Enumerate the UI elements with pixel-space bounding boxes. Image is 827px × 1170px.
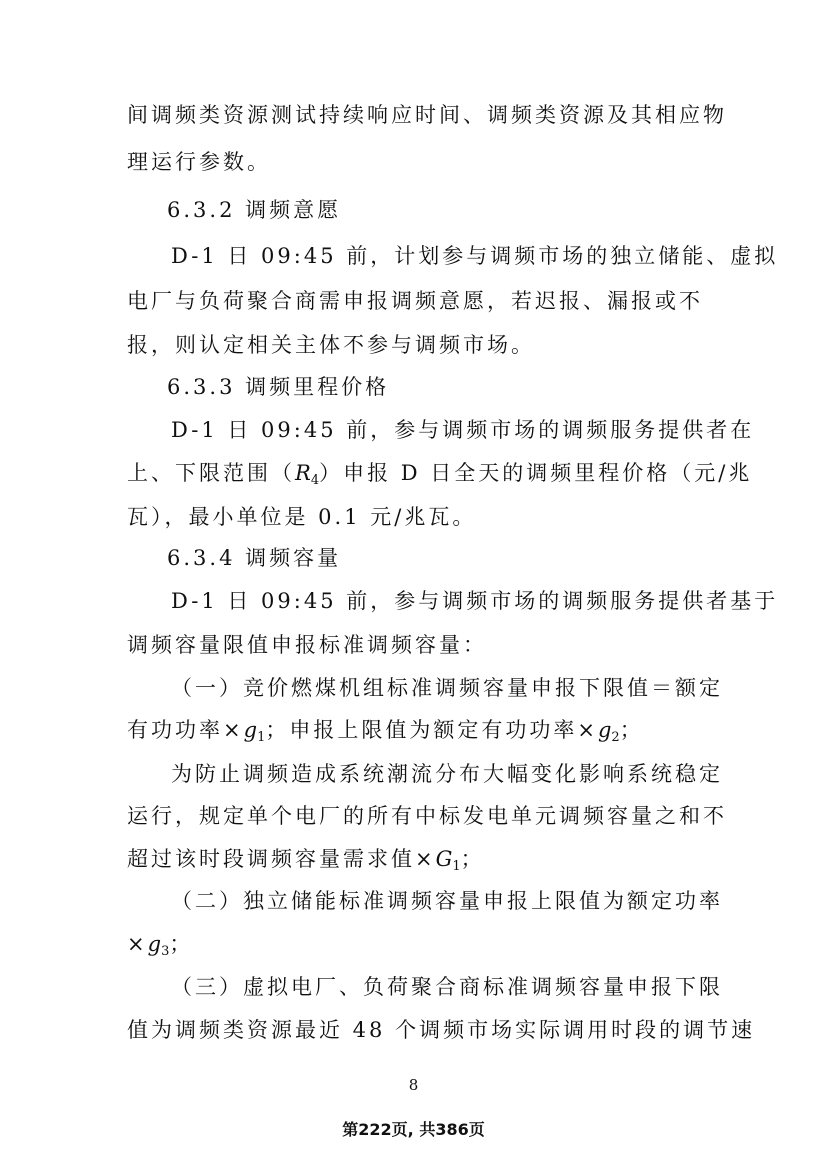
page-number: 8 bbox=[408, 1076, 419, 1094]
body-line-21: （三）虚拟电厂、负荷聚合商标准调频容量申报下限 bbox=[171, 975, 723, 999]
body-line-18: 超过该时段调频容量需求值$\times G_1$； bbox=[127, 847, 485, 874]
body-line-5: 电厂与负荷聚合商需申报调频意愿，若迟报、漏报或不 bbox=[127, 289, 703, 313]
section-heading-6-3-4: 6.3.4 调频容量 bbox=[167, 546, 342, 570]
symbol-g: g bbox=[597, 718, 612, 742]
symbol-capital-g: G bbox=[435, 847, 453, 871]
body-line-8: D-1 日 09:45 前，参与调频市场的调频服务提供者在 bbox=[171, 418, 755, 442]
body-line-9: 上、下限范围$(R_4)$申报 D 日全天的调频里程价格（元/兆 bbox=[127, 461, 753, 488]
body-line-20: $\times g_3$； bbox=[127, 932, 194, 959]
symbol-g-subscript: 1 bbox=[257, 730, 266, 745]
section-heading-6-3-2: 6.3.2 调频意愿 bbox=[167, 198, 342, 222]
body-line-2: 理运行参数。 bbox=[127, 150, 271, 174]
symbol-g-subscript: 3 bbox=[161, 944, 170, 959]
symbol-g: g bbox=[243, 718, 258, 742]
symbol-g: g bbox=[147, 932, 162, 956]
body-line-16: 为防止调频造成系统潮流分布大幅变化影响系统稳定 bbox=[171, 762, 723, 786]
symbol-r: R bbox=[295, 461, 311, 485]
section-heading-6-3-3: 6.3.3 调频里程价格 bbox=[167, 375, 390, 399]
pagination-indicator: 第222页, 共386页 bbox=[342, 1120, 485, 1139]
body-line-4: D-1 日 09:45 前，计划参与调频市场的独立储能、虚拟 bbox=[171, 244, 779, 268]
body-line-15: 有功功率$\times g_1$；申报上限值为额定有功功率$\times g_2$； bbox=[127, 718, 644, 745]
body-line-22: 值为调频类资源最近 48 个调频市场实际调用时段的调节速 bbox=[127, 1018, 756, 1042]
body-line-14: （一）竞价燃煤机组标准调频容量申报下限值＝额定 bbox=[171, 676, 723, 700]
symbol-capital-g-subscript: 1 bbox=[452, 859, 461, 874]
body-line-1: 间调频类资源测试持续响应时间、调频类资源及其相应物 bbox=[127, 103, 727, 127]
symbol-r-subscript: 4 bbox=[310, 473, 320, 488]
body-line-12: D-1 日 09:45 前，参与调频市场的调频服务提供者基于 bbox=[171, 589, 779, 613]
symbol-g-subscript: 2 bbox=[611, 730, 620, 745]
body-line-6: 报，则认定相关主体不参与调频市场。 bbox=[127, 333, 535, 357]
body-line-13: 调频容量限值申报标准调频容量： bbox=[127, 633, 487, 657]
body-line-17: 运行，规定单个电厂的所有中标发电单元调频容量之和不 bbox=[127, 804, 727, 828]
body-line-19: （二）独立储能标准调频容量申报上限值为额定功率 bbox=[171, 889, 723, 913]
body-line-10: 瓦），最小单位是 0.1 元/兆瓦。 bbox=[127, 505, 477, 529]
